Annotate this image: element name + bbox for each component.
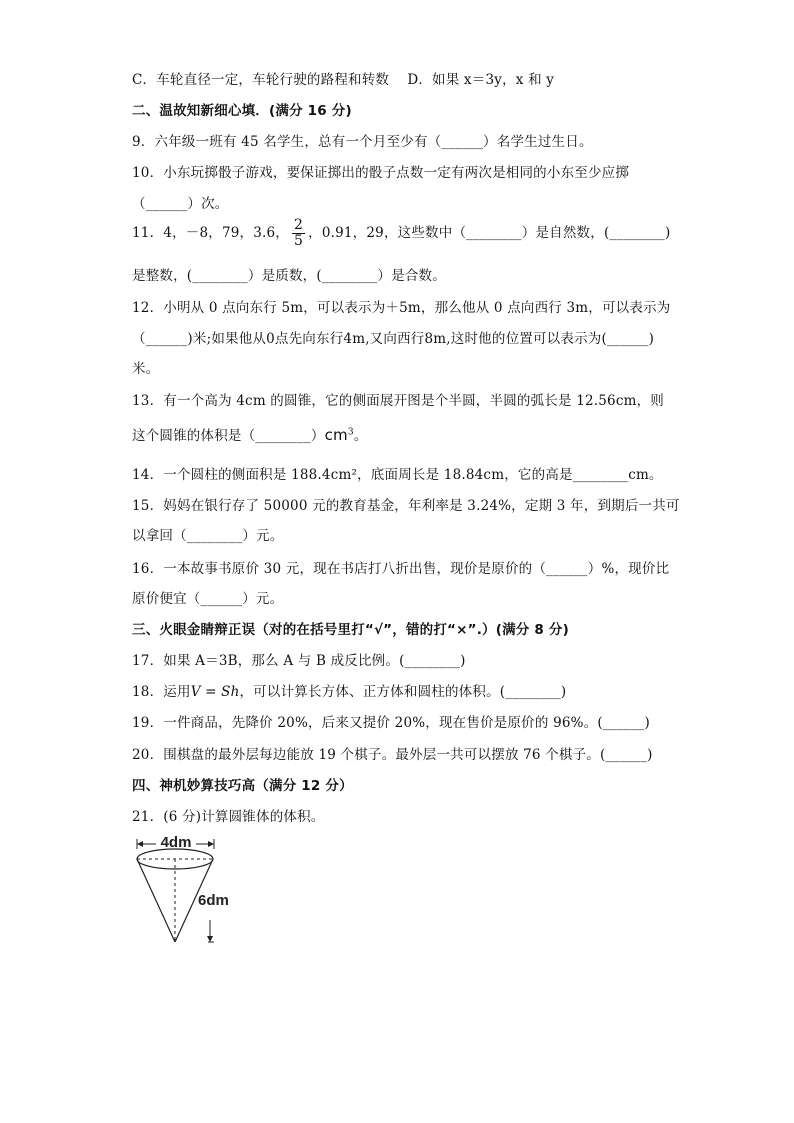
cone-figure xyxy=(130,828,250,950)
diameter-label: 4dm xyxy=(160,834,192,851)
question-10-line-1: 10．小东玩掷骰子游戏，要保证掷出的骰子点数一定有两次是相同的小东至少应掷 xyxy=(132,165,630,181)
question-9: 9．六年级一班有 45 名学生，总有一个月至少有（______）名学生过生日。 xyxy=(132,134,593,150)
q18-suffix: ，可以计算长方体、正方体和圆柱的体积。(________) xyxy=(239,684,567,700)
question-12-line-1: 12．小明从 0 点向东行 5m，可以表示为＋5m，那么他从 0 点向西行 3m，可以表示为 xyxy=(132,300,671,316)
question-17: 17．如果 A＝3B，那么 A 与 B 成反比例。(________) xyxy=(132,653,466,669)
q13-prefix: 这个圆锥的体积是（________） xyxy=(132,428,325,444)
question-13-line-1: 13．有一个高为 4cm 的圆锥，它的侧面展开图是个半圆，半圆的弧长是 12.56cm，则 xyxy=(132,393,665,409)
question-20: 20．围棋盘的最外层每边能放 19 个棋子。最外层一共可以摆放 76 个棋子。(______) xyxy=(132,747,653,763)
question-10-line-2: （______）次。 xyxy=(132,196,229,212)
height-label: 6dm xyxy=(198,892,229,909)
question-18 xyxy=(132,680,566,700)
section-2-heading: 二、温故知新细心填．(满分 16 分) xyxy=(132,103,352,119)
question-16-line-2: 原价便宜（______）元。 xyxy=(132,591,284,607)
question-15-line-2: 以拿回（________）元。 xyxy=(132,528,284,544)
question-11-line-2: 是整数，(________）是质数，(________）是合数。 xyxy=(132,268,446,284)
q18-prefix: 18．运用 xyxy=(132,684,191,700)
question-11-line-1 xyxy=(132,218,671,249)
question-14: 14．一个圆柱的侧面积是 188.4cm²，底面周长是 18.84cm，它的高是________cm。 xyxy=(132,467,663,483)
section-3-heading: 三、火眼金睛辩正误（对的在括号里打“√”，错的打“×”.）(满分 8 分) xyxy=(132,622,569,638)
q11-suffix: ，0.91，29，这些数中（________）是自然数，(________) xyxy=(308,225,671,241)
q11-prefix: 11．4，－8，79，3.6， xyxy=(132,225,290,241)
q13-suffix: 。 xyxy=(353,428,368,444)
line-option-c-d: C．车轮直径一定，车轮行驶的路程和转数 D．如果 x＝3y，x 和 y xyxy=(132,72,555,88)
section-4-heading: 四、神机妙算技巧高（满分 12 分） xyxy=(132,778,353,794)
question-13-line-2 xyxy=(132,424,368,444)
unit-cm-cubed: cm xyxy=(324,426,348,444)
question-16-line-1: 16．一本故事书原价 30 元，现在书店打八折出售，现价是原价的（______）%，现价比 xyxy=(132,561,670,577)
question-19: 19．一件商品，先降价 20%，后来又提价 20%，现在售价是原价的 96%。(______) xyxy=(132,715,651,731)
question-12-line-2: （______)米;如果他从0点先向东行4m,又向西行8m,这时他的位置可以表示为(______) xyxy=(132,331,655,347)
superscript-3: 3 xyxy=(347,427,354,438)
fraction-two-fifths: $\frac{2}{5}$ xyxy=(294,217,304,249)
question-12-line-3: 米。 xyxy=(132,361,160,377)
question-15-line-1: 15．妈妈在银行存了 50000 元的教育基金，年利率是 3.24%，定期 3 年，到期后一共可 xyxy=(132,498,680,514)
question-21: 21．(6 分)计算圆锥体的体积。 xyxy=(132,809,325,825)
volume-formula: V = Sh xyxy=(190,684,240,700)
